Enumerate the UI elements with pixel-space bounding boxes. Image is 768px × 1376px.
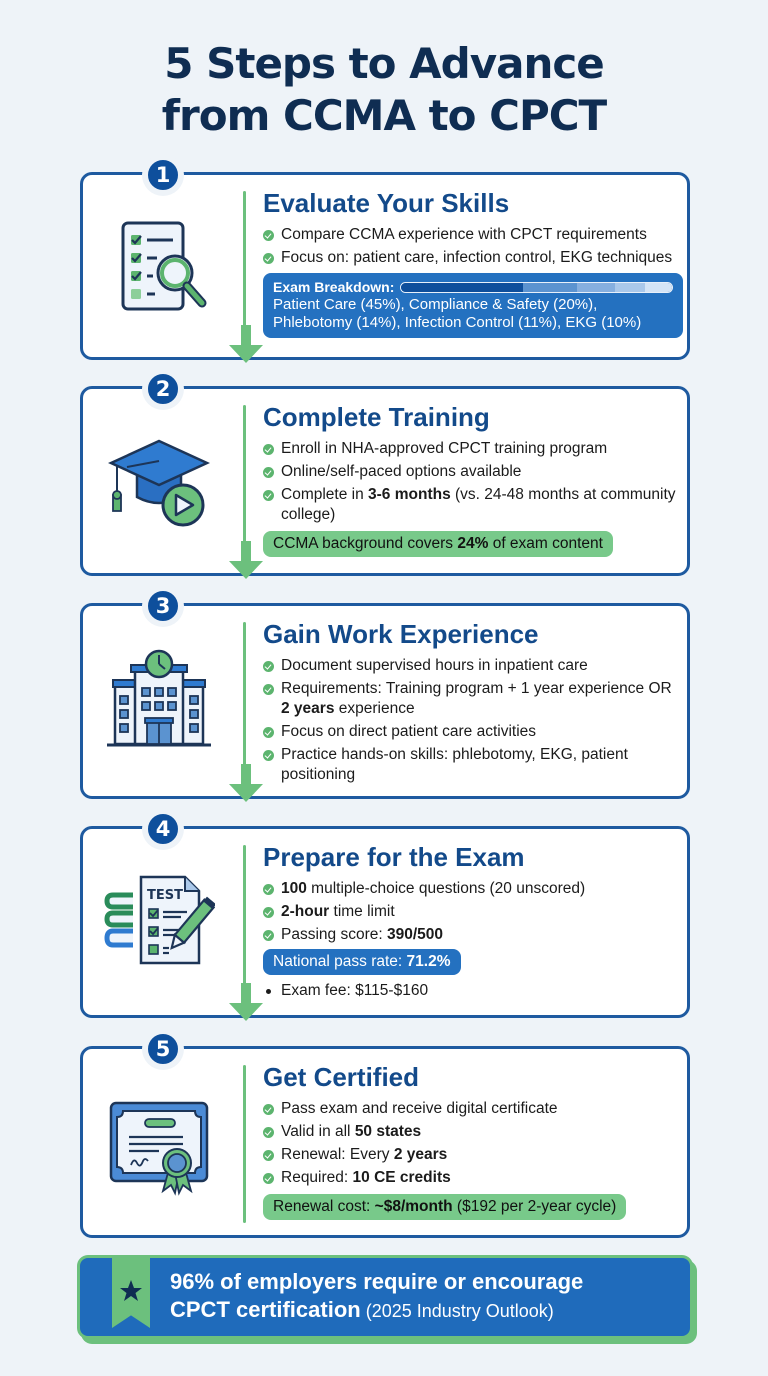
bullet-item: Document supervised hours in inpatient care bbox=[263, 656, 679, 676]
page-title bbox=[0, 38, 768, 142]
step-card-3 bbox=[80, 594, 690, 799]
exam-breakdown-box bbox=[263, 273, 683, 338]
bullet-item: Pass exam and receive digital certificate bbox=[263, 1099, 679, 1119]
step-card-5 bbox=[80, 1037, 690, 1238]
step-card-2 bbox=[80, 377, 690, 576]
check-circle-icon bbox=[263, 684, 274, 695]
pass-rate-pill: National pass rate: 71.2% bbox=[263, 949, 461, 975]
bullet-item: Requirements: Training program + 1 year experience OR 2 years experience bbox=[263, 679, 679, 719]
graduation-cap-play-icon bbox=[103, 427, 215, 539]
bullet-item: Exam fee: $115-$160 bbox=[263, 981, 679, 1001]
bullet-item: Renewal: Every 2 years bbox=[263, 1145, 679, 1165]
bullet-item: Passing score: 390/500 bbox=[263, 925, 679, 945]
check-circle-icon bbox=[263, 661, 274, 672]
step-number-badge: 3 bbox=[145, 588, 181, 624]
divider-line bbox=[243, 845, 246, 1003]
check-circle-icon bbox=[263, 727, 274, 738]
check-circle-icon bbox=[263, 750, 274, 761]
title-line-1: 5 Steps to Advance bbox=[164, 39, 604, 88]
hospital-building-icon bbox=[103, 644, 215, 756]
bullet-item: Required: 10 CE credits bbox=[263, 1168, 679, 1188]
banner-line-2: CPCT certification bbox=[170, 1297, 361, 1322]
segment-compliance-safety bbox=[523, 283, 577, 292]
segment-ekg bbox=[645, 283, 672, 292]
bullet-item: Online/self-paced options available bbox=[263, 462, 679, 482]
arrow-down-icon bbox=[229, 325, 263, 365]
banner-source: (2025 Industry Outlook) bbox=[360, 1301, 554, 1321]
exam-coverage-pill: CCMA background covers 24% of exam content bbox=[263, 531, 613, 557]
checklist-magnifier-icon bbox=[103, 213, 215, 325]
bullet-dot-icon bbox=[263, 986, 274, 997]
breakdown-line-1: Patient Care (45%), Compliance & Safety (20%), bbox=[273, 296, 598, 313]
banner-line-1: 96% of employers require or encourage bbox=[170, 1269, 584, 1294]
exam-breakdown-bar bbox=[400, 282, 673, 293]
segment-patient-care bbox=[401, 283, 523, 292]
check-circle-icon bbox=[263, 230, 274, 241]
step-number-badge: 2 bbox=[145, 371, 181, 407]
certificate-icon bbox=[103, 1087, 215, 1199]
employer-stat-banner bbox=[80, 1258, 690, 1336]
bullet-item: Focus on direct patient care activities bbox=[263, 722, 679, 742]
bullet-item: 100 multiple-choice questions (20 unscored) bbox=[263, 879, 679, 899]
check-circle-icon bbox=[263, 884, 274, 895]
step-title: Gain Work Experience bbox=[263, 619, 539, 649]
step-title: Complete Training bbox=[263, 402, 490, 432]
arrow-down-icon bbox=[229, 764, 263, 804]
segment-phlebotomy bbox=[577, 283, 615, 292]
check-circle-icon bbox=[263, 1150, 274, 1161]
divider-line bbox=[243, 1065, 246, 1223]
check-circle-icon bbox=[263, 253, 274, 264]
check-circle-icon bbox=[263, 467, 274, 478]
bullet-item: Complete in 3-6 months (vs. 24-48 months at community college) bbox=[263, 485, 679, 525]
step-title: Prepare for the Exam bbox=[263, 842, 525, 872]
divider-line bbox=[243, 191, 246, 345]
bullet-item: Valid in all 50 states bbox=[263, 1122, 679, 1142]
breakdown-line-2: Phlebotomy (14%), Infection Control (11%), EKG (10%) bbox=[273, 314, 642, 331]
step-number-badge: 4 bbox=[145, 811, 181, 847]
bullet-item: Practice hands-on skills: phlebotomy, EKG, patient positioning bbox=[263, 745, 679, 785]
bullet-item: 2-hour time limit bbox=[263, 902, 679, 922]
star-icon bbox=[119, 1279, 143, 1303]
bullet-item: Compare CCMA experience with CPCT requirements bbox=[263, 225, 679, 245]
bullet-item: Enroll in NHA-approved CPCT training program bbox=[263, 439, 679, 459]
check-circle-icon bbox=[263, 1127, 274, 1138]
check-circle-icon bbox=[263, 1173, 274, 1184]
check-circle-icon bbox=[263, 907, 274, 918]
step-title: Evaluate Your Skills bbox=[263, 188, 510, 218]
check-circle-icon bbox=[263, 444, 274, 455]
segment-infection-control bbox=[615, 283, 645, 292]
breakdown-label: Exam Breakdown: bbox=[273, 279, 395, 295]
check-circle-icon bbox=[263, 490, 274, 501]
title-line-2: from CCMA to CPCT bbox=[161, 91, 607, 140]
arrow-down-icon bbox=[229, 983, 263, 1023]
test-paper-pencil-icon bbox=[103, 863, 215, 975]
step-title: Get Certified bbox=[263, 1062, 420, 1092]
renewal-cost-pill: Renewal cost: ~$8/month ($192 per 2-year cycle) bbox=[263, 1194, 626, 1220]
bullet-item: Focus on: patient care, infection control, EKG techniques bbox=[263, 248, 679, 268]
check-circle-icon bbox=[263, 930, 274, 941]
step-card-1 bbox=[80, 163, 690, 360]
step-number-badge: 1 bbox=[145, 157, 181, 193]
arrow-down-icon bbox=[229, 541, 263, 581]
ribbon-bookmark-icon bbox=[112, 1258, 150, 1328]
step-card-4 bbox=[80, 817, 690, 1018]
check-circle-icon bbox=[263, 1104, 274, 1115]
step-number-badge: 5 bbox=[145, 1031, 181, 1067]
divider-line bbox=[243, 405, 246, 563]
divider-line bbox=[243, 622, 246, 786]
svg-text:TEST: TEST bbox=[147, 888, 183, 903]
